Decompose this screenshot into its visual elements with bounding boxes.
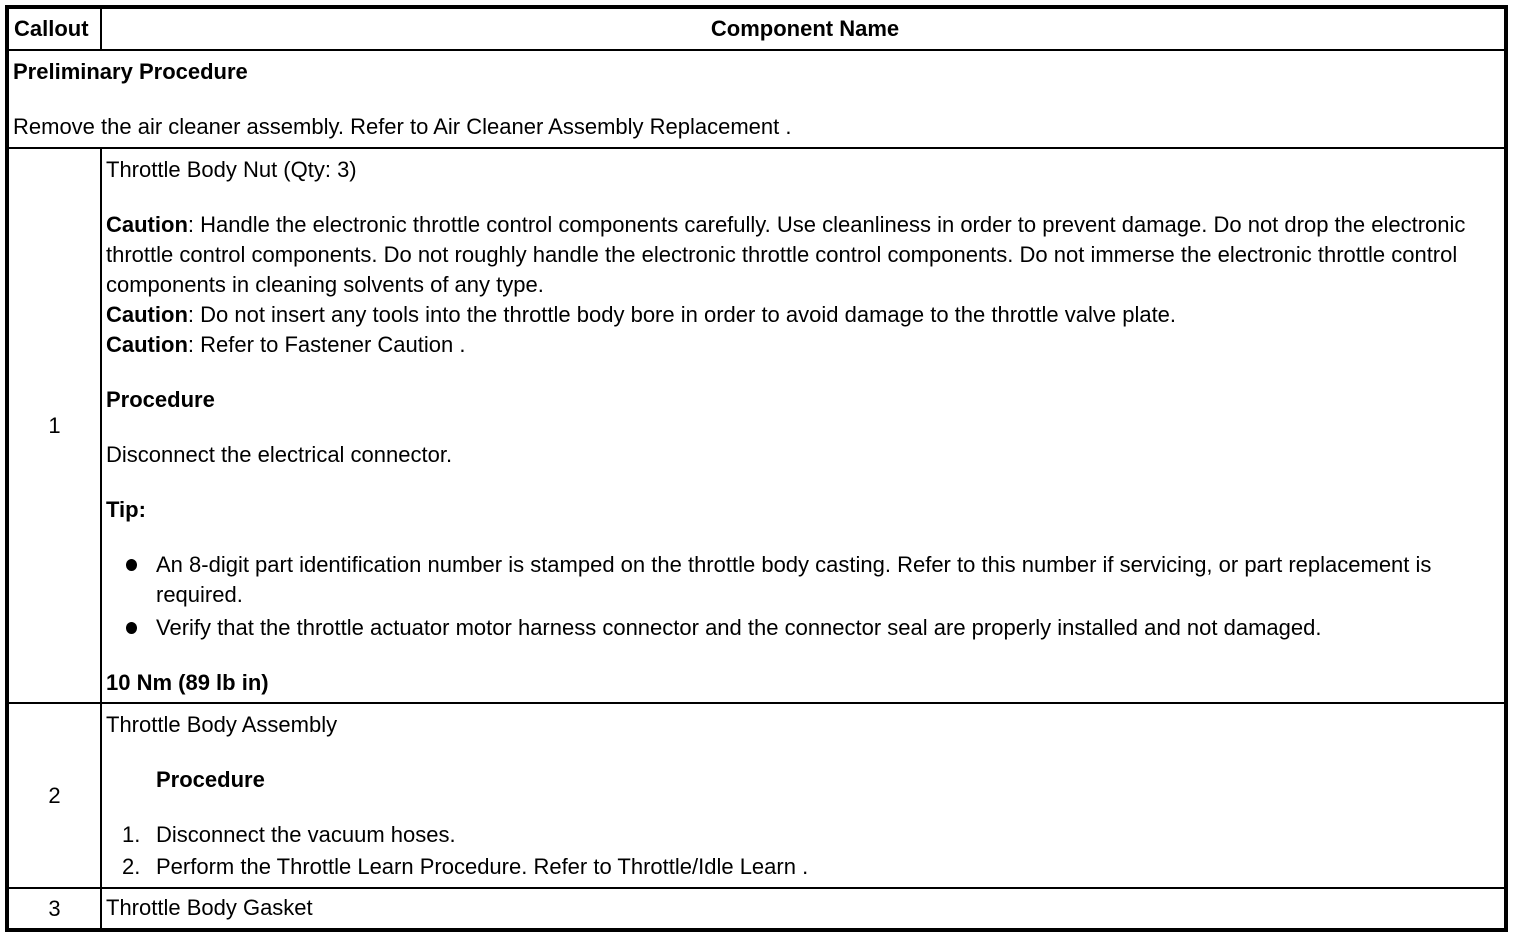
procedure-title: Procedure [106,387,215,412]
step-list [106,820,1504,882]
table-row [7,888,1506,930]
tip-title: Tip: [106,497,146,522]
caution-text: : Refer to Fastener Caution . [187,332,466,357]
preliminary-cell [7,50,1506,148]
header-row [7,7,1506,50]
list-item [122,852,1504,882]
caution-note [106,210,1504,300]
preliminary-row [7,50,1506,148]
preliminary-text: Remove the air cleaner assembly. Refer to Air Cleaner Assembly Replacement . [13,114,792,139]
component-cell [101,703,1506,888]
bullet-icon [126,622,137,634]
tip-list [106,550,1504,643]
component-name: Throttle Body Gasket [106,895,313,920]
step-text: Perform the Throttle Learn Procedure. Refer to Throttle/Idle Learn . [156,854,809,879]
callout-number: 1 [7,148,101,703]
caution-note [106,330,1504,360]
component-table [5,5,1508,932]
preliminary-title: Preliminary Procedure [13,59,248,84]
component-name-column-header: Component Name [101,7,1506,50]
procedure-title: Procedure [156,767,265,792]
step-number: 2. [122,854,141,879]
table-row [7,148,1506,703]
caution-text: : Do not insert any tools into the throttle body bore in order to avoid damage to the throttle valve plate. [187,302,1177,327]
table-row [7,703,1506,888]
component-cell [101,888,1506,930]
list-item: An 8-digit part identification number is stamped on the throttle body casting. Refer to this number if servicing, or part replacement is required. [126,550,1504,610]
caution-label: Caution [106,332,188,357]
bullet-icon [126,559,137,571]
caution-label: Caution [106,212,188,237]
torque-spec: 10 Nm (89 lb in) [106,670,269,695]
step-text: Disconnect the vacuum hoses. [156,822,456,847]
list-item [122,820,1504,850]
component-name: Throttle Body Assembly [106,712,338,737]
caution-text: : Handle the electronic throttle control components carefully. Use cleanliness in order to prevent damage. Do not drop the electronic throttle control components. Do not roughly handle the electronic throttle control components. Do not immerse the electronic throttle control components in cleaning solvents of any type. [106,212,1466,297]
callout-number: 3 [7,888,101,930]
procedure-text: Disconnect the electrical connector. [106,442,453,467]
callout-column-header: Callout [7,7,101,50]
caution-label: Caution [106,302,188,327]
list-item: Verify that the throttle actuator motor harness connector and the connector seal are properly installed and not damaged. [126,613,1504,643]
component-cell [101,148,1506,703]
caution-note [106,300,1504,330]
step-number: 1. [122,822,141,847]
component-name: Throttle Body Nut (Qty: 3) [106,157,357,182]
callout-number: 2 [7,703,101,888]
